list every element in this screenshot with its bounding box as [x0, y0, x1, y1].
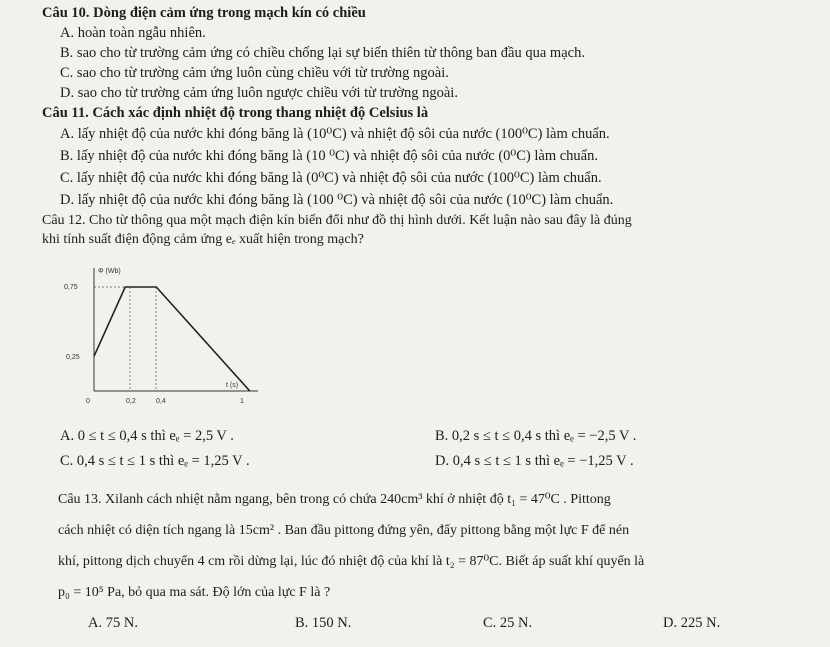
- q11-option-b[interactable]: B. lấy nhiệt độ của nước khi đóng băng là (10 ⁰C) và nhiệt độ sôi của nước (0⁰C) làm chuẩn.: [60, 148, 598, 164]
- q12-option-c[interactable]: C. 0,4 s ≤ t ≤ 1 s thì eₑ = 1,25 V .: [60, 453, 250, 469]
- y-axis-label: Φ (Wb): [98, 268, 121, 275]
- q13-option-c[interactable]: C. 25 N.: [483, 615, 533, 631]
- q13-line1: Câu 13. Xilanh cách nhiệt nằm ngang, bên trong có chứa 240cm³ khí ở nhiệt độ t₁ = 47⁰C . Pittong: [58, 492, 611, 507]
- q11-option-d[interactable]: D. lấy nhiệt độ của nước khi đóng băng là (100 ⁰C) và nhiệt độ sôi của nước (10⁰C) làm chuẩn.: [60, 192, 614, 208]
- q10-option-c[interactable]: C. sao cho từ trường cảm ứng luôn cùng chiều với từ trường ngoài.: [60, 65, 449, 81]
- q10-option-a[interactable]: A. hoàn toàn ngẫu nhiên.: [60, 25, 206, 41]
- q12-stem-text: Câu 12. Cho từ thông qua một mạch điện kín biến đổi như đồ thị hình dưới. Kết luận nào sau đây là đúng: [42, 213, 632, 228]
- flux-time-graph: [28, 263, 268, 413]
- y-tick-075: 0,75: [64, 284, 78, 291]
- q13-line3: khí, pittong dịch chuyển 4 cm rồi dừng lại, lúc đó nhiệt độ của khí là t₂ = 87⁰C. Biết áp suất khí quyển là: [58, 554, 645, 569]
- flux-line: [94, 287, 250, 391]
- x-tick-0: 0: [86, 398, 90, 405]
- x-axis-label: t (s): [226, 382, 239, 389]
- q12-stem-line2: khi tính suất điện động cảm ứng eₑ xuất hiện trong mạch?: [42, 232, 364, 247]
- q11-stem: Câu 11. Cách xác định nhiệt độ trong thang nhiệt độ Celsius là: [42, 105, 429, 121]
- y-tick-025: 0,25: [66, 354, 80, 361]
- q12-option-d[interactable]: D. 0,4 s ≤ t ≤ 1 s thì eₑ = −1,25 V .: [435, 453, 634, 469]
- q13-option-b[interactable]: B. 150 N.: [295, 615, 352, 631]
- x-tick-04: 0,4: [156, 398, 166, 405]
- q11-option-a[interactable]: A. lấy nhiệt độ của nước khi đóng băng là (10⁰C) và nhiệt độ sôi của nước (100⁰C) làm chuẩn.: [60, 126, 610, 142]
- q11-option-c[interactable]: C. lấy nhiệt độ của nước khi đóng băng là (0⁰C) và nhiệt độ sôi của nước (100⁰C) làm chuẩn.: [60, 170, 602, 186]
- q13-option-d[interactable]: D. 225 N.: [663, 615, 721, 631]
- x-tick-1: 1: [240, 398, 244, 405]
- q12-option-b[interactable]: B. 0,2 s ≤ t ≤ 0,4 s thì eₑ = −2,5 V .: [435, 428, 637, 444]
- q13-line4: p₀ = 10⁵ Pa, bỏ qua ma sát. Độ lớn của lực F là ?: [58, 585, 331, 600]
- q12-option-a[interactable]: A. 0 ≤ t ≤ 0,4 s thì eₑ = 2,5 V .: [60, 428, 234, 444]
- q13-line2: cách nhiệt có diện tích ngang là 15cm² . Ban đầu pittong đứng yên, đẩy pittong bằng một lực F để nén: [58, 523, 630, 538]
- q10-option-d[interactable]: D. sao cho từ trường cảm ứng luôn ngược chiều với từ trường ngoài.: [60, 85, 458, 101]
- q12-stem-line1: [42, 212, 632, 230]
- x-tick-02: 0,2: [126, 398, 136, 405]
- q13-option-a[interactable]: A. 75 N.: [88, 615, 138, 631]
- q10-stem: Câu 10. Dòng điện cảm ứng trong mạch kín có chiều: [42, 5, 366, 21]
- q10-option-b[interactable]: B. sao cho từ trường cảm ứng có chiều chống lại sự biến thiên từ thông ban đầu qua mạch.: [60, 45, 585, 61]
